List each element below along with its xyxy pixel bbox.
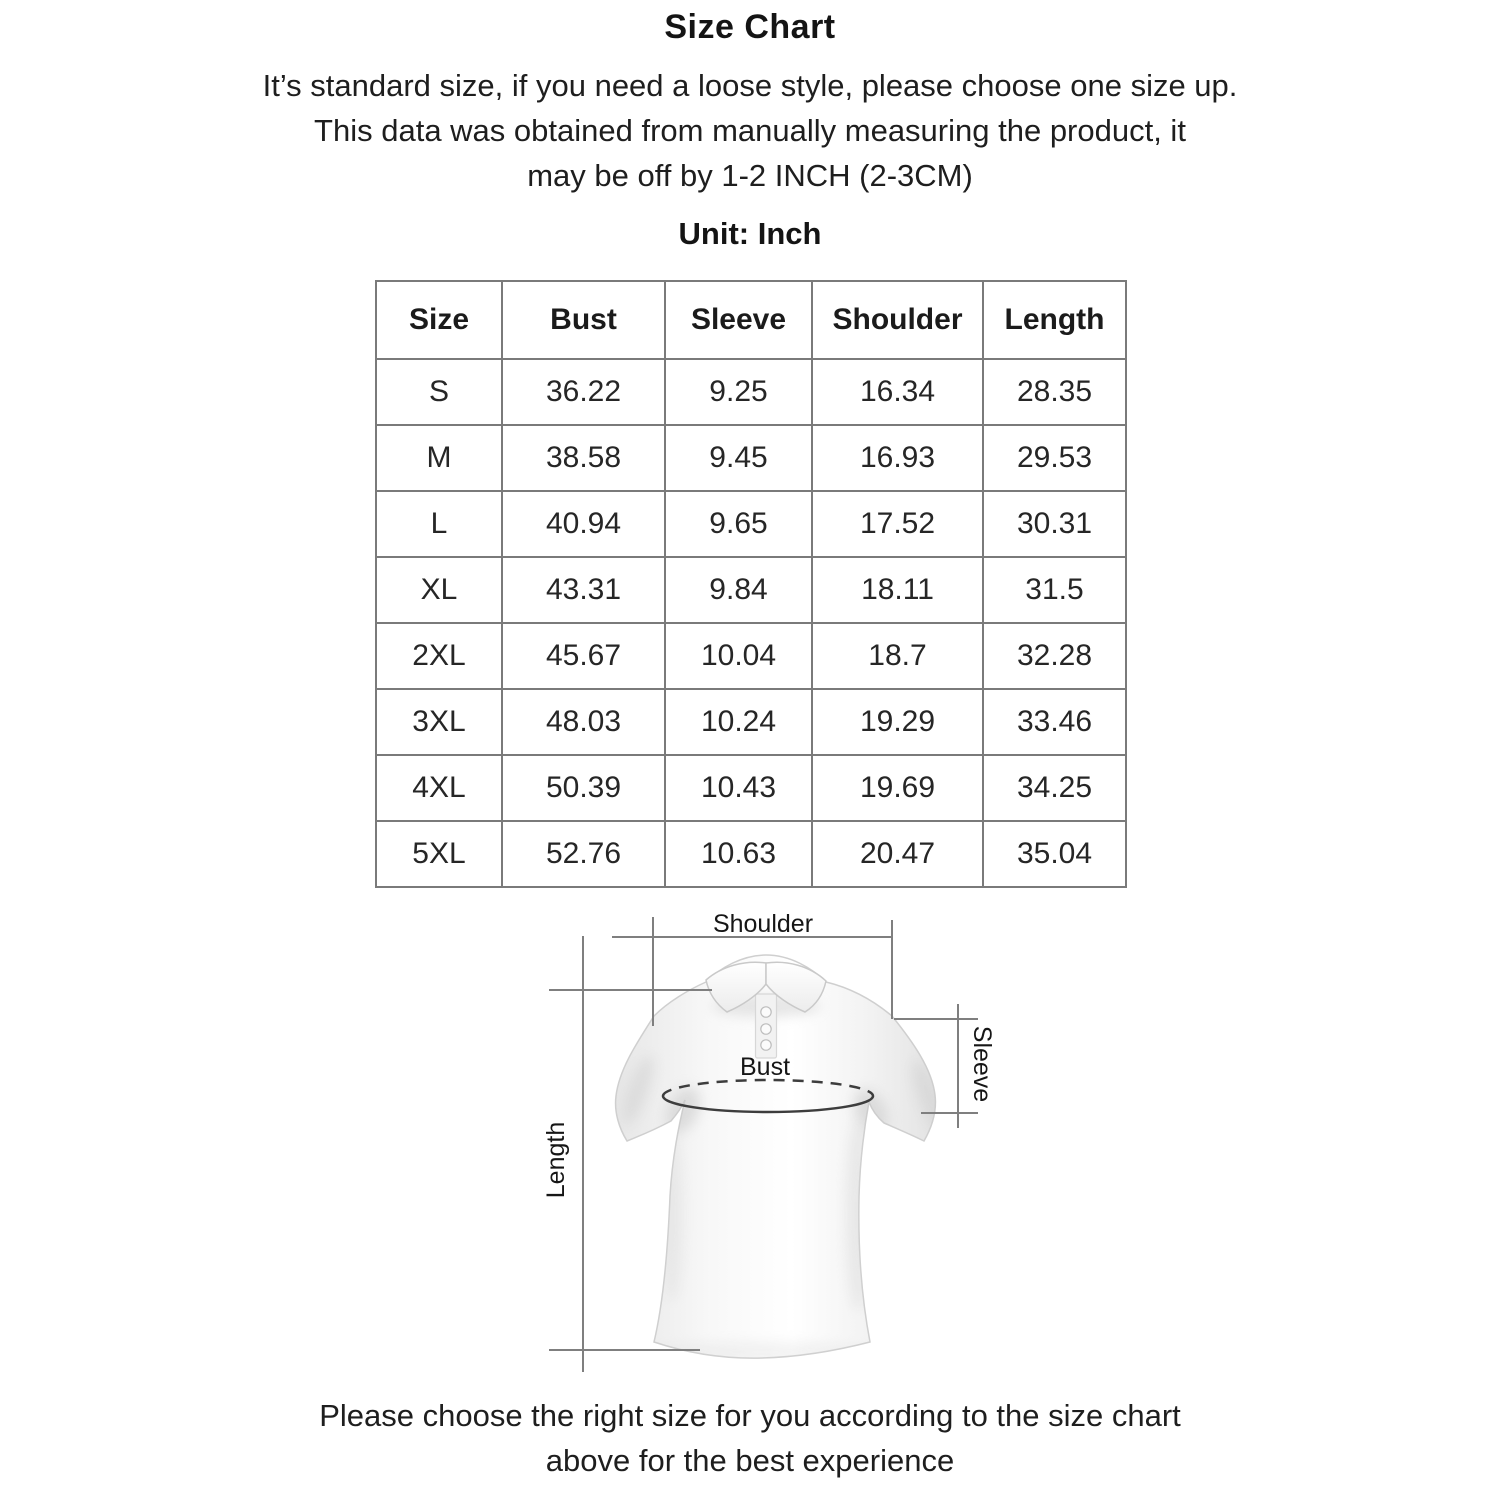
bust-cell: 36.22 — [502, 359, 665, 425]
size-cell: L — [376, 491, 502, 557]
intro-text — [0, 63, 1500, 198]
sleeve-cell: 9.25 — [665, 359, 812, 425]
table-header-row — [376, 281, 1126, 359]
length-cell: 33.46 — [983, 689, 1126, 755]
bust-cell: 50.39 — [502, 755, 665, 821]
sleeve-cell: 10.43 — [665, 755, 812, 821]
table-row-m — [376, 425, 1126, 491]
size-cell: 2XL — [376, 623, 502, 689]
column-header-length: Length — [983, 281, 1126, 359]
length-cell: 32.28 — [983, 623, 1126, 689]
shoulder-cell: 19.29 — [812, 689, 983, 755]
table-row-s — [376, 359, 1126, 425]
table-row-xl — [376, 557, 1126, 623]
sleeve-cell: 10.24 — [665, 689, 812, 755]
sleeve-cell: 10.04 — [665, 623, 812, 689]
button-icon — [761, 1007, 771, 1017]
column-header-shoulder: Shoulder — [812, 281, 983, 359]
button-icon — [761, 1024, 771, 1034]
table-row-3xl — [376, 689, 1126, 755]
shoulder-cell: 16.34 — [812, 359, 983, 425]
column-header-sleeve: Sleeve — [665, 281, 812, 359]
sleeve-cell: 10.63 — [665, 821, 812, 887]
length-label: Length — [542, 1121, 570, 1199]
shirt-illustration — [616, 955, 950, 1362]
size-cell: M — [376, 425, 502, 491]
sleeve-cell: 9.65 — [665, 491, 812, 557]
intro-line-3: may be off by 1-2 INCH (2-3CM) — [527, 158, 973, 193]
table-row-4xl — [376, 755, 1126, 821]
shoulder-label: Shoulder — [712, 910, 814, 938]
length-cell: 35.04 — [983, 821, 1126, 887]
size-cell: XL — [376, 557, 502, 623]
size-cell: 4XL — [376, 755, 502, 821]
bust-cell: 40.94 — [502, 491, 665, 557]
shoulder-cell: 19.69 — [812, 755, 983, 821]
footer-line-2: above for the best experience — [545, 1443, 955, 1478]
size-cell: 3XL — [376, 689, 502, 755]
length-cell: 31.5 — [983, 557, 1126, 623]
column-header-size: Size — [376, 281, 502, 359]
intro-line-1: It’s standard size, if you need a loose style, please choose one size up. — [262, 68, 1238, 103]
bust-cell: 45.67 — [502, 623, 665, 689]
table-row-2xl — [376, 623, 1126, 689]
length-cell: 30.31 — [983, 491, 1126, 557]
shirt-placket — [756, 994, 777, 1058]
shirt-measurement-diagram — [530, 895, 1000, 1395]
intro-line-2: This data was obtained from manually measuring the product, it — [314, 113, 1186, 148]
shoulder-cell: 18.11 — [812, 557, 983, 623]
shoulder-cell: 18.7 — [812, 623, 983, 689]
shoulder-cell: 20.47 — [812, 821, 983, 887]
footer-note — [0, 1393, 1500, 1483]
footer-line-1: Please choose the right size for you according to the size chart — [319, 1398, 1181, 1433]
bust-cell: 43.31 — [502, 557, 665, 623]
table-row-l — [376, 491, 1126, 557]
bust-cell: 52.76 — [502, 821, 665, 887]
size-cell: 5XL — [376, 821, 502, 887]
length-cell: 29.53 — [983, 425, 1126, 491]
shoulder-cell: 16.93 — [812, 425, 983, 491]
sleeve-cell: 9.45 — [665, 425, 812, 491]
length-cell: 28.35 — [983, 359, 1126, 425]
size-cell: S — [376, 359, 502, 425]
size-table — [375, 280, 1127, 888]
bust-cell: 48.03 — [502, 689, 665, 755]
column-header-bust: Bust — [502, 281, 665, 359]
length-cell: 34.25 — [983, 755, 1126, 821]
button-icon — [761, 1040, 771, 1050]
table-row-5xl — [376, 821, 1126, 887]
unit-label: Unit: Inch — [678, 216, 822, 251]
page-title: Size Chart — [664, 8, 836, 46]
sleeve-label: Sleeve — [968, 1025, 996, 1103]
bust-cell: 38.58 — [502, 425, 665, 491]
shoulder-cell: 17.52 — [812, 491, 983, 557]
sleeve-cell: 9.84 — [665, 557, 812, 623]
bust-label: Bust — [739, 1053, 791, 1081]
